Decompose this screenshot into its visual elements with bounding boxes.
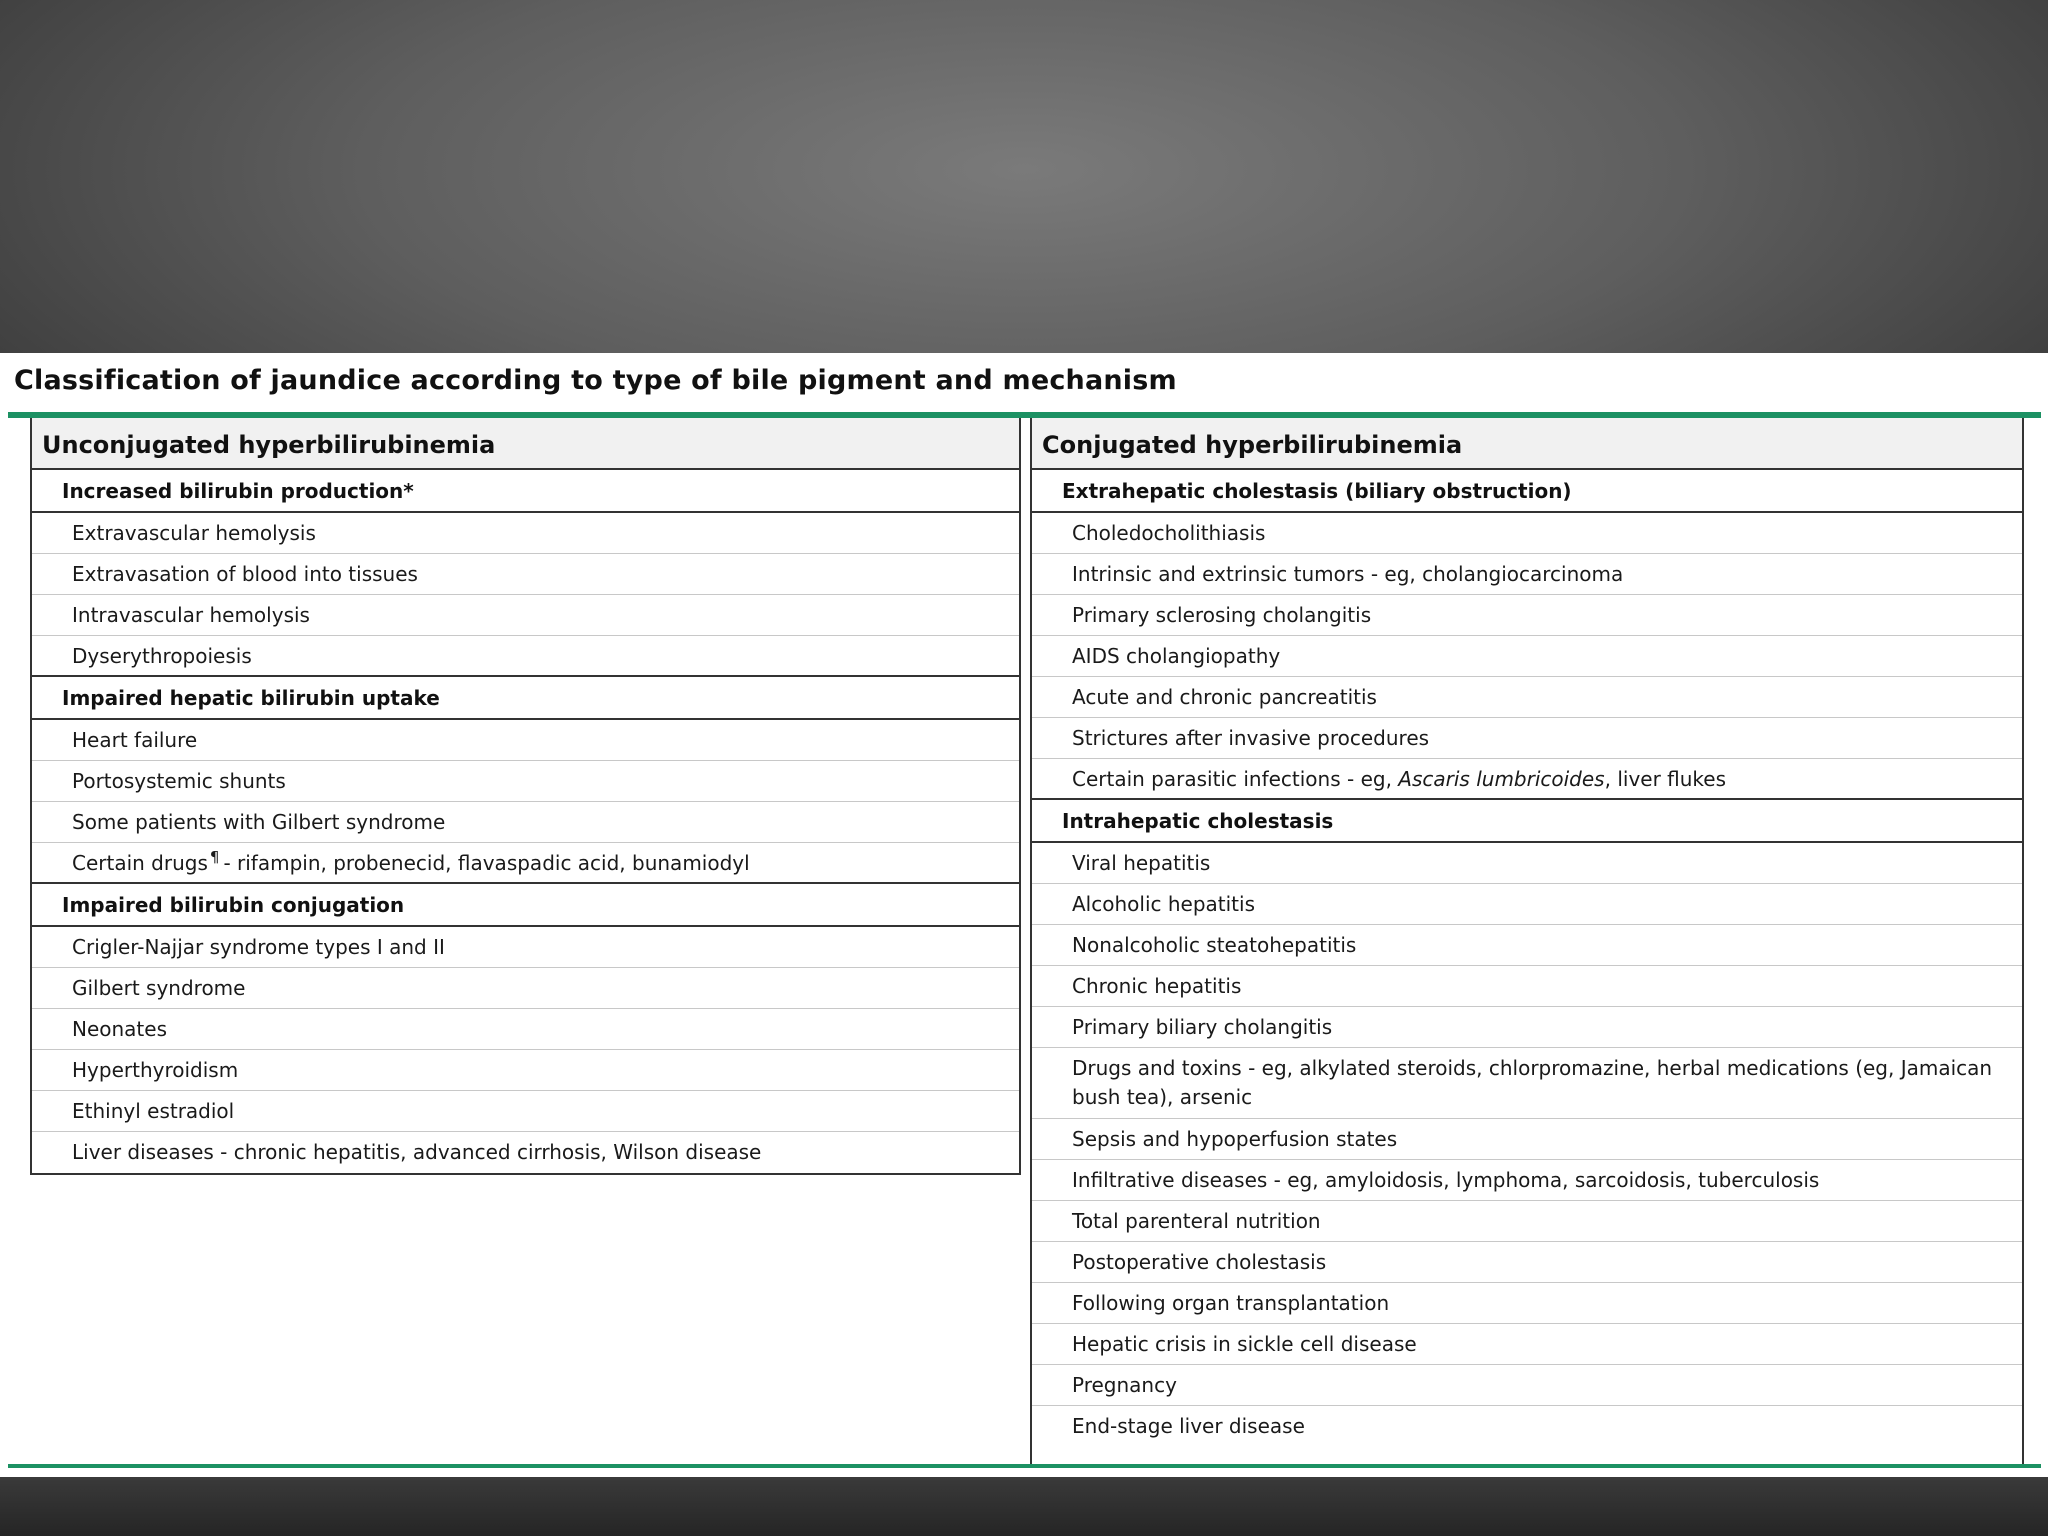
table-row: Some patients with Gilbert syndrome (32, 802, 1019, 843)
table-row: Hyperthyroidism (32, 1050, 1019, 1091)
table-row: Nonalcoholic steatohepatitis (1032, 925, 2022, 966)
table-row (1032, 759, 2022, 800)
section-heading: Increased bilirubin production* (32, 470, 1019, 513)
bottom-rule (8, 1464, 2041, 1468)
table-row: Drugs and toxins - eg, alkylated steroids, chlorpromazine, herbal medications (eg, Jamaican bush tea), arsenic (1032, 1048, 2022, 1119)
unconjugated-table (30, 418, 1021, 1175)
column-header: Unconjugated hyperbilirubinemia (32, 418, 1019, 470)
slide-content (0, 353, 2048, 1477)
table-row: Strictures after invasive procedures (1032, 718, 2022, 759)
table-row: Extravasation of blood into tissues (32, 554, 1019, 595)
table-row: Intrinsic and extrinsic tumors - eg, cholangiocarcinoma (1032, 554, 2022, 595)
table-row: Pregnancy (1032, 1365, 2022, 1406)
table-row: Hepatic crisis in sickle cell disease (1032, 1324, 2022, 1365)
row-text: , liver flukes (1604, 767, 1727, 791)
table-row: Primary biliary cholangitis (1032, 1007, 2022, 1048)
table-row: Crigler-Najjar syndrome types I and II (32, 927, 1019, 968)
species-name: Ascaris lumbricoides (1398, 767, 1605, 791)
conjugated-table (1030, 418, 2024, 1464)
table-row: Acute and chronic pancreatitis (1032, 677, 2022, 718)
table-row: Gilbert syndrome (32, 968, 1019, 1009)
table-row: Neonates (32, 1009, 1019, 1050)
table-row: Viral hepatitis (1032, 843, 2022, 884)
table-row: Total parenteral nutrition (1032, 1201, 2022, 1242)
table-row: Liver diseases - chronic hepatitis, advanced cirrhosis, Wilson disease (72, 1140, 762, 1164)
table-row: Postoperative cholestasis (1032, 1242, 2022, 1283)
table-row: End-stage liver disease (1072, 1414, 1305, 1438)
slide-header-band (0, 0, 2048, 353)
section-heading: Intrahepatic cholestasis (1032, 800, 2022, 843)
row-text: - rifampin, probenecid, flavaspadic acid, bunamiodyl (223, 851, 750, 875)
table-row: Heart failure (32, 720, 1019, 761)
row-text: Certain drugs (72, 851, 208, 875)
column-header: Conjugated hyperbilirubinemia (1032, 418, 2022, 470)
table-row: Extravascular hemolysis (32, 513, 1019, 554)
table-row: Ethinyl estradiol (32, 1091, 1019, 1132)
table-row: Alcoholic hepatitis (1032, 884, 2022, 925)
table-row: AIDS cholangiopathy (1032, 636, 2022, 677)
table-row: Sepsis and hypoperfusion states (1032, 1119, 2022, 1160)
table-row: Following organ transplantation (1032, 1283, 2022, 1324)
page-title: Classification of jaundice according to type of bile pigment and mechanism (14, 365, 1177, 396)
row-text: Certain parasitic infections - eg, (1072, 767, 1392, 791)
table-row: Intravascular hemolysis (32, 595, 1019, 636)
section-heading: Impaired hepatic bilirubin uptake (32, 677, 1019, 720)
section-heading: Impaired bilirubin conjugation (32, 884, 1019, 927)
table-row (32, 843, 1019, 884)
table-row: Portosystemic shunts (32, 761, 1019, 802)
table-row: Choledocholithiasis (1032, 513, 2022, 554)
footnote-mark: ¶ (209, 848, 220, 866)
table-row: Infiltrative diseases - eg, amyloidosis, lymphoma, sarcoidosis, tuberculosis (1032, 1160, 2022, 1201)
slide-footer-band (0, 1477, 2048, 1536)
table-row: Dyserythropoiesis (32, 636, 1019, 677)
table-row: Primary sclerosing cholangitis (1032, 595, 2022, 636)
table-row: Chronic hepatitis (1032, 966, 2022, 1007)
section-heading: Extrahepatic cholestasis (biliary obstruction) (1032, 470, 2022, 513)
